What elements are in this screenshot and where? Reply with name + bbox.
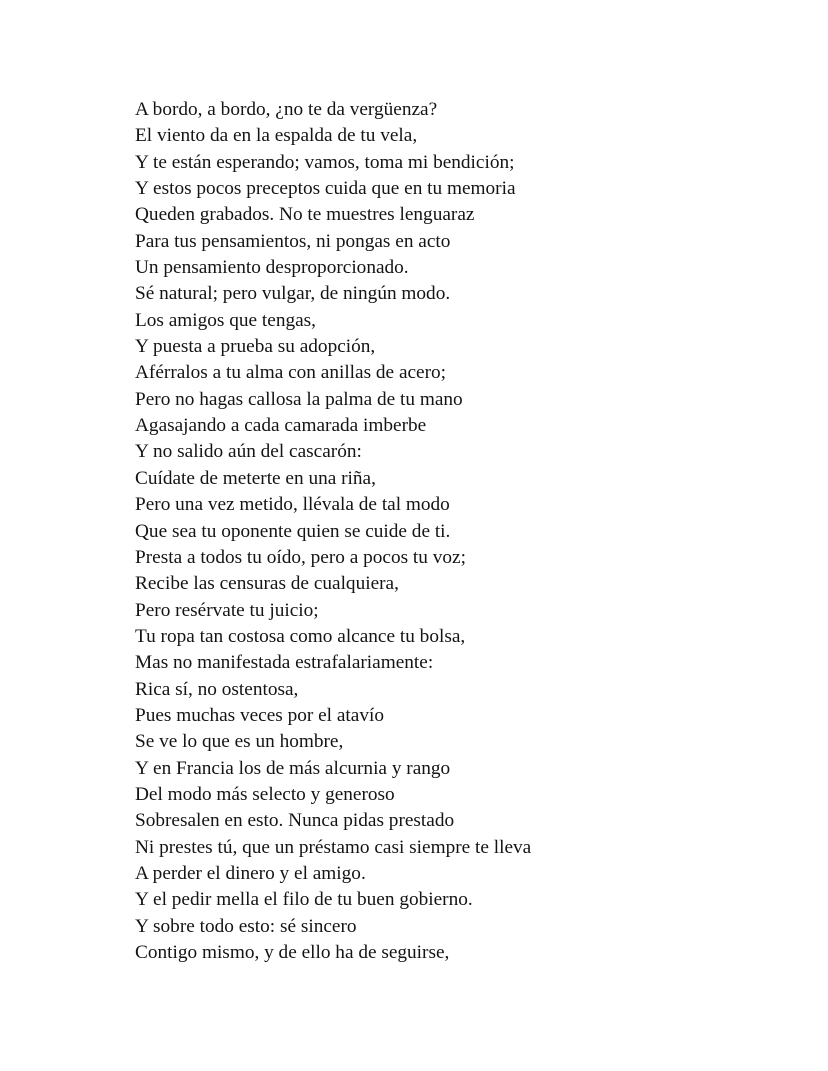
poem-line: Y el pedir mella el filo de tu buen gobierno.: [135, 889, 473, 911]
poem-line: Aférralos a tu alma con anillas de acero;: [135, 362, 447, 384]
poem-line: Del modo más selecto y generoso: [135, 783, 395, 805]
poem-line: Pero no hagas callosa la palma de tu mano: [135, 388, 463, 410]
poem-line: Cuídate de meterte en una riña,: [135, 467, 376, 489]
poem-line: Y en Francia los de más alcurnia y rango: [135, 757, 451, 779]
poem-line: Queden grabados. No te muestres lenguaraz: [135, 204, 475, 226]
poem-line: Mas no manifestada estrafalariamente:: [135, 652, 434, 674]
poem-line: Que sea tu oponente quien se cuide de ti.: [135, 520, 451, 542]
poem-line: A perder el dinero y el amigo.: [135, 862, 366, 884]
poem-line: Recibe las censuras de cualquiera,: [135, 573, 399, 595]
poem-line: Sobresalen en esto. Nunca pidas prestado: [135, 810, 455, 832]
poem-line: Para tus pensamientos, ni pongas en acto: [135, 230, 451, 252]
poem-line: Sé natural; pero vulgar, de ningún modo.: [135, 283, 451, 305]
poem-line: A bordo, a bordo, ¿no te da vergüenza?: [135, 99, 438, 120]
poem-line: Y estos pocos preceptos cuida que en tu memoria: [135, 178, 516, 200]
poem-line: Pero resérvate tu juicio;: [135, 599, 319, 621]
poem-line: Agasajando a cada camarada imberbe: [135, 415, 427, 437]
poem-line: Un pensamiento desproporcionado.: [135, 257, 409, 279]
poem-line: Presta a todos tu oído, pero a pocos tu voz;: [135, 546, 466, 568]
poem-line: Y te están esperando; vamos, toma mi bendición;: [135, 151, 515, 173]
poem-line: Ni prestes tú, que un préstamo casi siempre te lleva: [135, 836, 532, 858]
poem-line: Y no salido aún del cascarón:: [135, 441, 362, 463]
poem-line: Tu ropa tan costosa como alcance tu bolsa,: [135, 625, 466, 647]
poem-line: El viento da en la espalda de tu vela,: [135, 125, 418, 147]
poem-line: Se ve lo que es un hombre,: [135, 731, 344, 753]
poem-line: Los amigos que tengas,: [135, 309, 316, 331]
poem-line: Pero una vez metido, llévala de tal modo: [135, 494, 450, 516]
poem-line: Y puesta a prueba su adopción,: [135, 336, 376, 358]
poem-line: Rica sí, no ostentosa,: [135, 678, 299, 700]
poem-text-block: [135, 97, 531, 966]
poem-line: Contigo mismo, y de ello ha de seguirse,: [135, 942, 450, 963]
poem-line: Pues muchas veces por el atavío: [135, 704, 384, 726]
poem-line: Y sobre todo esto: sé sincero: [135, 915, 357, 937]
